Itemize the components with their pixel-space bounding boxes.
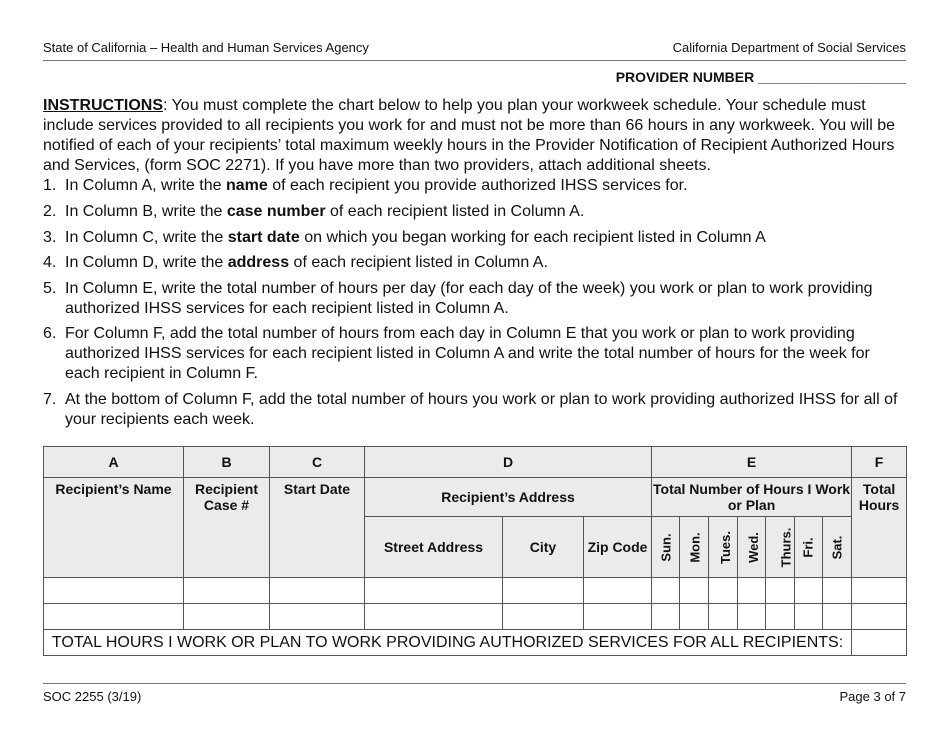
instructions-paragraph <box>43 96 913 176</box>
start-date-header: Start Date <box>270 478 365 578</box>
day-thurs-header: Thurs. <box>766 517 795 578</box>
department-name: California Department of Social Services <box>672 40 906 55</box>
zip-code-cell[interactable] <box>584 578 652 604</box>
city-header: City <box>503 517 584 578</box>
tues-hours-cell[interactable] <box>709 604 738 630</box>
step-number: 1. <box>43 177 57 194</box>
city-cell[interactable] <box>503 604 584 630</box>
day-wed-header: Wed. <box>738 517 766 578</box>
workweek-schedule-table <box>43 446 907 656</box>
step-text: For Column F, add the total number of hours from each day in Column E that you work or plan to work providing authorized IHSS services for each recipient listed in Column A and write the total number of hours for the week for each recipient in Column F. <box>65 325 870 382</box>
wed-hours-cell[interactable] <box>738 578 766 604</box>
sat-hours-cell[interactable] <box>823 604 852 630</box>
column-header-row <box>44 478 907 517</box>
step-6 <box>43 324 908 384</box>
street-address-cell[interactable] <box>365 578 503 604</box>
step-text: In Column E, write the total number of hours per day (for each day of the week) you work or plan to work providing authorized IHSS services for each recipient listed in Column A. <box>65 280 873 317</box>
total-hours-header: Total Hours <box>852 478 907 578</box>
case-number-cell[interactable] <box>184 604 270 630</box>
step-text: In Column A, write the name of each recipient you provide authorized IHSS services for. <box>65 177 688 194</box>
sat-hours-cell[interactable] <box>823 578 852 604</box>
step-7 <box>43 390 908 430</box>
day-mon-header: Mon. <box>680 517 709 578</box>
step-1 <box>43 176 908 196</box>
table-row <box>44 578 907 604</box>
start-date-cell[interactable] <box>270 578 365 604</box>
street-address-cell[interactable] <box>365 604 503 630</box>
sun-hours-cell[interactable] <box>652 578 680 604</box>
column-letter-b: B <box>184 447 270 478</box>
instructions-text: : You must complete the chart below to help you plan your workweek schedule. Your schedule must include services provided to all recipients you work for and must not be more than 66 hours in any workweek. You will be notified of each of your recipients’ total maximum weekly hours in the Provider Notification of Recipient Authorized Hours and Services, (form SOC 2271). If you have more than two providers, attach additional sheets. <box>43 97 896 174</box>
agency-name: State of California – Health and Human Services Agency <box>43 40 369 55</box>
start-date-cell[interactable] <box>270 604 365 630</box>
column-letter-a: A <box>44 447 184 478</box>
step-5 <box>43 279 908 319</box>
footer-divider <box>43 683 906 684</box>
table-row <box>44 604 907 630</box>
provider-number-field[interactable]: PROVIDER NUMBER ___________________ <box>615 69 906 85</box>
fri-hours-cell[interactable] <box>795 604 823 630</box>
fri-hours-cell[interactable] <box>795 578 823 604</box>
header-divider <box>43 60 906 61</box>
instructions-heading: INSTRUCTIONS <box>43 97 163 114</box>
recipient-name-cell[interactable] <box>44 578 184 604</box>
day-sat-header: Sat. <box>823 517 852 578</box>
day-fri-header: Fri. <box>795 517 823 578</box>
mon-hours-cell[interactable] <box>680 578 709 604</box>
case-number-cell[interactable] <box>184 578 270 604</box>
zip-code-cell[interactable] <box>584 604 652 630</box>
address-header: Recipient’s Address <box>365 478 652 517</box>
total-hours-cell[interactable] <box>852 578 907 604</box>
day-tues-header: Tues. <box>709 517 738 578</box>
hours-per-day-header: Total Number of Hours I Work or Plan <box>652 478 852 517</box>
step-number: 4. <box>43 254 57 271</box>
column-letter-d: D <box>365 447 652 478</box>
form-number: SOC 2255 (3/19) <box>43 689 142 704</box>
sun-hours-cell[interactable] <box>652 604 680 630</box>
step-text: In Column D, write the address of each recipient listed in Column A. <box>65 254 548 271</box>
column-letter-e: E <box>652 447 852 478</box>
step-text: In Column B, write the case number of each recipient listed in Column A. <box>65 203 585 220</box>
grand-total-cell[interactable] <box>852 630 907 656</box>
step-4 <box>43 253 908 273</box>
street-address-header: Street Address <box>365 517 503 578</box>
column-letter-row <box>44 447 907 478</box>
total-hours-cell[interactable] <box>852 604 907 630</box>
grand-total-row <box>44 630 907 656</box>
step-number: 7. <box>43 391 57 408</box>
step-number: 3. <box>43 229 57 246</box>
recipient-name-header: Recipient’s Name <box>44 478 184 578</box>
column-letter-f: F <box>852 447 907 478</box>
mon-hours-cell[interactable] <box>680 604 709 630</box>
step-3 <box>43 228 908 248</box>
wed-hours-cell[interactable] <box>738 604 766 630</box>
column-letter-c: C <box>270 447 365 478</box>
case-number-header: Recipient Case # <box>184 478 270 578</box>
step-number: 2. <box>43 203 57 220</box>
recipient-name-cell[interactable] <box>44 604 184 630</box>
page-number: Page 3 of 7 <box>839 689 906 704</box>
step-2 <box>43 202 908 222</box>
thurs-hours-cell[interactable] <box>766 578 795 604</box>
step-number: 6. <box>43 325 57 342</box>
city-cell[interactable] <box>503 578 584 604</box>
tues-hours-cell[interactable] <box>709 578 738 604</box>
step-text: At the bottom of Column F, add the total number of hours you work or plan to work providing authorized IHSS for all of your recipients each week. <box>65 391 898 428</box>
step-text: In Column C, write the start date on which you began working for each recipient listed in Column A <box>65 229 766 246</box>
day-sun-header: Sun. <box>652 517 680 578</box>
thurs-hours-cell[interactable] <box>766 604 795 630</box>
zip-code-header: Zip Code <box>584 517 652 578</box>
step-number: 5. <box>43 280 57 297</box>
grand-total-label: TOTAL HOURS I WORK OR PLAN TO WORK PROVIDING AUTHORIZED SERVICES FOR ALL RECIPIENTS: <box>44 630 852 656</box>
